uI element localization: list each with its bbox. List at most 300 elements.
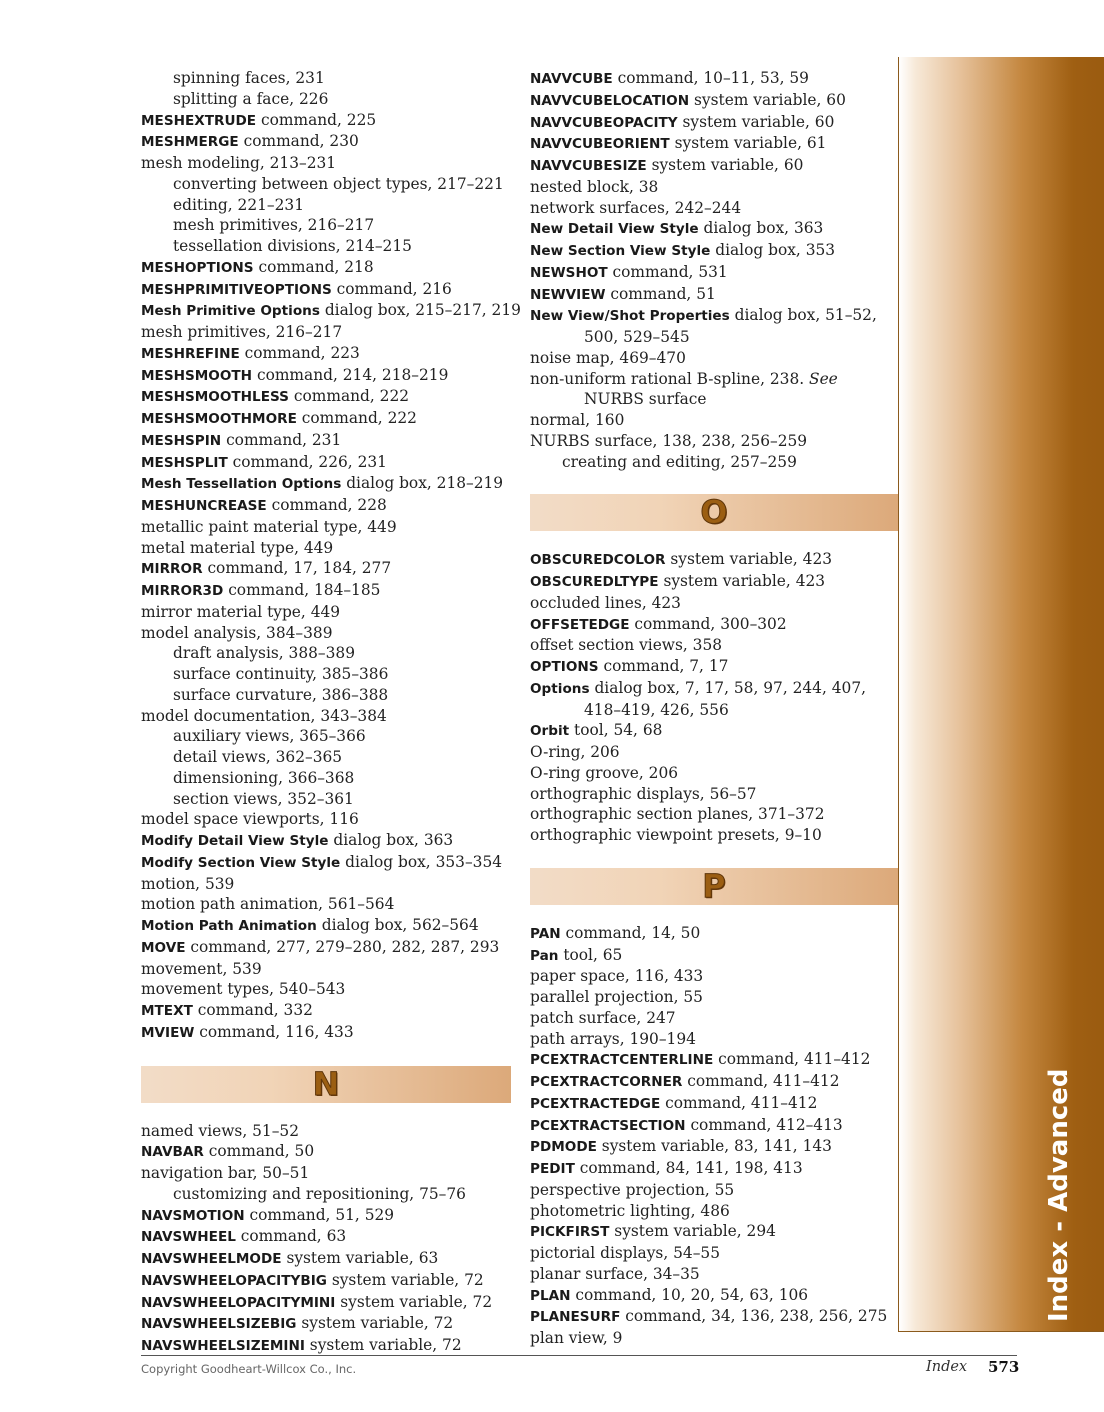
index-keyword: OPTIONS — [530, 659, 599, 675]
index-locator: system variable, 60 — [677, 112, 835, 131]
index-keyword: New Detail View Style — [530, 221, 699, 238]
index-term: auxiliary views — [173, 727, 290, 746]
index-locator: , 160 — [585, 411, 625, 429]
index-entry — [141, 1000, 511, 1022]
index-locator: command, 222 — [288, 387, 410, 406]
index-entry — [530, 305, 898, 348]
index-locator: system variable, 423 — [658, 572, 826, 590]
index-keyword: MESHUNCREASE — [141, 498, 267, 514]
index-keyword: MESHREFINE — [141, 345, 240, 362]
index-locator: , 75–76 — [409, 1184, 466, 1203]
index-locator: dialog box, 51–52, 500, 529–545 — [584, 306, 877, 346]
index-locator: , 9 — [602, 1329, 623, 1347]
index-term: orthographic section planes — [530, 805, 749, 824]
index-locator: , 469–470 — [609, 348, 686, 367]
index-locator: , 386–388 — [311, 685, 389, 704]
index-locator: dialog box, 7, 17, 58, 97, 244, 407, 418–419, 426, 556 — [584, 678, 867, 719]
index-keyword: MESHSPLIT — [141, 454, 228, 471]
index-term: NURBS surface — [530, 431, 653, 450]
index-locator: command, 214, 218–219 — [252, 365, 449, 384]
index-keyword: MOVE — [141, 939, 186, 956]
section-letter: P — [702, 866, 726, 905]
index-locator: command, 10, 20, 54, 63, 106 — [570, 1285, 809, 1304]
index-entry — [530, 155, 898, 177]
index-term: nested block — [530, 177, 629, 196]
index-locator: , 50–51 — [252, 1164, 310, 1182]
index-entry — [141, 300, 521, 322]
index-keyword: MESHSMOOTHMORE — [141, 411, 297, 427]
section-header-band — [530, 494, 898, 531]
index-keyword: NAVVCUBEORIENT — [530, 136, 670, 153]
index-entry — [530, 218, 898, 240]
index-term: section views — [173, 789, 278, 808]
index-keyword: Mesh Primitive Options — [141, 303, 320, 320]
index-entry — [141, 110, 511, 132]
index-locator: dialog box, 363 — [328, 831, 454, 849]
index-term: O-ring groove — [530, 763, 639, 782]
index-keyword: NAVVCUBELOCATION — [530, 92, 690, 109]
index-locator: , 358 — [682, 636, 723, 655]
index-locator: system variable, 294 — [609, 1222, 776, 1241]
index-locator: command, 222 — [296, 409, 417, 427]
index-entry — [530, 1285, 898, 1307]
index-subentry — [141, 215, 511, 236]
index-term: draft analysis — [173, 644, 279, 663]
index-entry — [141, 959, 511, 980]
index-locator: , 231 — [285, 69, 325, 87]
index-keyword: NAVVCUBESIZE — [530, 158, 647, 174]
index-term: planar surface — [530, 1264, 644, 1283]
index-term: metallic paint material type — [141, 517, 358, 536]
section-header-band — [141, 1066, 511, 1103]
index-subentry — [141, 664, 511, 685]
index-locator: , 51–52 — [242, 1121, 299, 1140]
index-locator: , 352–361 — [277, 789, 354, 808]
index-locator: , 540–543 — [269, 980, 346, 999]
index-keyword: MESHMERGE — [141, 134, 239, 151]
index-term: parallel projection — [530, 988, 674, 1006]
index-locator: command, 300–302 — [629, 614, 787, 633]
index-locator: , 116 — [319, 810, 359, 829]
index-term: mesh modeling — [141, 154, 260, 172]
index-term: movement — [141, 959, 223, 978]
index-locator: , 561–564 — [318, 895, 395, 914]
index-keyword: OFFSETEDGE — [530, 616, 630, 633]
index-term: non-uniform rational B-spline — [530, 369, 761, 388]
index-subentry — [141, 643, 511, 664]
index-entry — [141, 1292, 511, 1314]
index-term: perspective projection — [530, 1180, 705, 1199]
index-locator: system variable, 60 — [646, 156, 804, 174]
page-number: 573 — [988, 1358, 1020, 1376]
index-locator: , 449 — [294, 538, 334, 557]
index-subentry — [141, 174, 511, 195]
index-subentry — [141, 789, 511, 810]
index-locator: command, 50 — [203, 1142, 315, 1161]
index-entry — [530, 966, 898, 987]
index-entry — [530, 1029, 898, 1050]
index-subentry — [141, 236, 511, 257]
index-keyword: NAVSWHEELSIZEMINI — [141, 1338, 305, 1354]
index-entry — [530, 571, 898, 593]
index-entry — [530, 1008, 898, 1029]
index-entry — [141, 1226, 511, 1248]
index-locator: system variable, 60 — [689, 90, 846, 109]
index-entry — [530, 1201, 898, 1222]
index-term: converting between object types — [173, 174, 428, 193]
index-keyword: OBSCUREDCOLOR — [530, 552, 666, 569]
index-keyword: PCEXTRACTCORNER — [530, 1074, 683, 1090]
index-keyword: PDMODE — [530, 1139, 597, 1156]
index-entry — [530, 987, 898, 1008]
index-term: patch surface — [530, 1008, 637, 1027]
index-locator: command, 216 — [331, 279, 452, 298]
index-entry — [530, 923, 898, 945]
index-keyword: NAVVCUBE — [530, 71, 613, 87]
index-locator: , 366–368 — [278, 768, 355, 787]
index-locator: , 206 — [580, 743, 620, 761]
index-entry — [530, 804, 898, 825]
index-locator: , 213–231 — [259, 154, 337, 172]
index-keyword: OBSCUREDLTYPE — [530, 574, 659, 590]
index-locator: command, 411–412 — [713, 1050, 871, 1069]
index-term: model documentation — [141, 706, 311, 725]
index-locator: system variable, 423 — [665, 550, 833, 569]
index-locator: command, 531 — [607, 262, 728, 281]
index-locator: , 226 — [289, 89, 329, 108]
index-keyword: New Section View Style — [530, 243, 711, 259]
index-entry — [141, 365, 511, 387]
index-locator: system variable, 72 — [326, 1270, 484, 1289]
index-entry — [530, 1093, 898, 1115]
index-entry — [530, 177, 898, 198]
index-keyword: PLANESURF — [530, 1309, 621, 1326]
index-keyword: NAVBAR — [141, 1144, 204, 1161]
index-keyword: MESHSPIN — [141, 432, 222, 449]
index-subentry — [141, 1184, 511, 1205]
index-subentry — [530, 452, 898, 473]
index-locator: command, 84, 141, 198, 413 — [574, 1159, 803, 1177]
index-entry — [141, 580, 511, 602]
index-locator: command, 225 — [256, 110, 377, 129]
index-term: customizing and repositioning — [173, 1184, 410, 1203]
index-locator: dialog box, 353 — [710, 241, 836, 259]
index-term: tessellation divisions — [173, 237, 336, 255]
index-locator: , 371–372 — [748, 805, 825, 824]
index-keyword: NAVSWHEELOPACITYBIG — [141, 1272, 327, 1289]
index-entry — [141, 894, 511, 915]
index-term: model space viewports — [141, 810, 320, 829]
index-subentry — [141, 747, 511, 768]
index-entry — [141, 153, 511, 174]
index-entry — [141, 830, 511, 852]
index-subentry — [141, 685, 511, 706]
index-subentry — [141, 726, 511, 747]
index-keyword: Modify Detail View Style — [141, 833, 329, 849]
index-keyword: MESHOPTIONS — [141, 259, 254, 276]
index-term: dimensioning — [173, 768, 279, 787]
index-entry — [141, 1121, 511, 1142]
index-term: orthographic displays — [530, 784, 700, 803]
index-term: editing — [173, 195, 228, 214]
index-entry — [530, 593, 898, 614]
index-locator: command, 7, 17 — [598, 657, 729, 675]
index-entry — [530, 1264, 898, 1285]
index-locator: , 242–244 — [664, 198, 742, 217]
index-locator: dialog box, 562–564 — [316, 916, 479, 934]
index-entry — [141, 1205, 511, 1227]
index-locator: command, 34, 136, 238, 256, 275 — [620, 1307, 888, 1326]
see-target: NURBS surface — [584, 390, 707, 409]
index-term: paper space — [530, 967, 625, 986]
index-locator: , 9–10 — [774, 826, 822, 844]
section-letter: N — [312, 1064, 340, 1103]
index-keyword: MESHSMOOTHLESS — [141, 389, 289, 406]
index-entry — [141, 343, 511, 365]
index-locator: command, 223 — [239, 343, 360, 362]
index-keyword: Mesh Tessellation Options — [141, 476, 342, 493]
index-keyword: Motion Path Animation — [141, 918, 317, 934]
index-locator: command, 63 — [235, 1227, 347, 1246]
index-entry — [530, 284, 898, 306]
index-entry — [141, 915, 511, 937]
index-entry — [530, 614, 898, 636]
index-entry — [530, 1221, 898, 1243]
index-entry — [530, 763, 898, 784]
index-term: photometric lighting — [530, 1201, 691, 1220]
index-entry — [530, 656, 898, 678]
index-term: path arrays — [530, 1029, 620, 1048]
index-term: surface continuity — [173, 665, 313, 683]
index-locator: dialog box, 363 — [698, 219, 824, 238]
index-keyword: Modify Section View Style — [141, 854, 341, 871]
index-entry — [530, 1136, 898, 1158]
index-entry — [530, 90, 898, 112]
index-locator: command, 332 — [192, 1001, 313, 1019]
index-keyword: NAVSMOTION — [141, 1207, 245, 1224]
index-locator: system variable, 72 — [335, 1292, 493, 1311]
index-locator: command, 51 — [605, 284, 716, 303]
index-entry — [530, 348, 898, 369]
index-keyword: NEWSHOT — [530, 264, 608, 281]
index-locator: , 247 — [636, 1008, 676, 1027]
index-keyword: PCEXTRACTSECTION — [530, 1117, 686, 1134]
index-entry — [530, 240, 898, 262]
index-keyword: Pan — [530, 947, 559, 964]
footer-divider — [141, 1355, 1017, 1356]
index-locator: , 362–365 — [265, 748, 343, 766]
index-locator: command, 184–185 — [223, 581, 381, 599]
index-entry — [141, 979, 511, 1000]
index-subentry — [141, 68, 511, 89]
index-locator: , 486 — [690, 1201, 730, 1220]
index-entry — [530, 678, 898, 721]
index-term: pictorial displays — [530, 1244, 664, 1262]
index-locator: command, 51, 529 — [244, 1205, 395, 1224]
see-reference: See — [809, 369, 838, 388]
index-locator: system variable, 63 — [281, 1249, 439, 1267]
index-keyword: NEWVIEW — [530, 286, 606, 303]
index-term: plan view — [530, 1329, 603, 1347]
index-locator: command, 218 — [253, 257, 374, 276]
index-locator: command, 116, 433 — [194, 1022, 354, 1041]
index-entry — [141, 408, 511, 430]
index-locator: system variable, 72 — [296, 1314, 454, 1333]
index-locator: tool, 54, 68 — [569, 721, 663, 740]
index-entry — [141, 623, 511, 644]
index-term: orthographic viewpoint presets — [530, 826, 775, 844]
index-locator: command, 411–412 — [682, 1072, 840, 1090]
index-locator: , 217–221 — [427, 174, 504, 193]
index-entry — [141, 538, 511, 559]
index-entry — [141, 1313, 511, 1335]
index-entry — [530, 262, 898, 284]
copyright-notice: Copyright Goodheart-Willcox Co., Inc. — [141, 1362, 357, 1376]
index-subentry — [141, 195, 511, 216]
index-keyword: NAVSWHEEL — [141, 1229, 236, 1246]
index-locator: , 257–259 — [720, 452, 797, 471]
index-entry — [530, 1306, 898, 1328]
index-entry — [530, 112, 898, 134]
index-term: motion — [141, 874, 196, 893]
index-entry — [141, 874, 511, 895]
index-locator: , 214–215 — [335, 237, 412, 255]
index-term: mirror material type — [141, 602, 301, 621]
section-header-band — [530, 868, 898, 905]
index-entry — [141, 558, 511, 580]
index-term: normal — [530, 411, 586, 429]
index-locator: , 55 — [704, 1180, 735, 1199]
index-entry — [530, 1180, 898, 1201]
index-locator: , 449 — [300, 602, 341, 621]
index-entry — [530, 1115, 898, 1137]
index-entry — [141, 809, 511, 830]
index-keyword: MIRROR3D — [141, 583, 224, 599]
index-entry — [141, 602, 511, 623]
index-locator: , 423 — [641, 593, 681, 612]
index-locator: , 343–384 — [310, 706, 387, 725]
index-locator: command, 411–412 — [660, 1093, 818, 1112]
index-keyword: PEDIT — [530, 1161, 575, 1177]
index-locator: , 38 — [628, 177, 659, 196]
index-entry — [141, 1141, 511, 1163]
index-locator: command, 230 — [238, 132, 359, 151]
index-locator: , 221–231 — [227, 195, 304, 214]
index-column-right — [530, 68, 898, 1349]
index-subentry — [141, 768, 511, 789]
index-locator: , 54–55 — [663, 1244, 720, 1262]
index-locator: tool, 65 — [558, 945, 623, 964]
index-term: mesh primitives — [141, 323, 266, 341]
index-locator: system variable, 61 — [669, 134, 827, 153]
index-keyword: PCEXTRACTCENTERLINE — [530, 1052, 714, 1069]
index-keyword: NAVSWHEELOPACITYMINI — [141, 1294, 336, 1311]
index-locator: command, 14, 50 — [560, 923, 701, 942]
index-keyword: PICKFIRST — [530, 1224, 610, 1241]
index-locator: , 216–217 — [265, 323, 343, 341]
index-keyword: MVIEW — [141, 1024, 195, 1041]
index-keyword: Options — [530, 680, 590, 697]
index-term: model analysis — [141, 623, 257, 642]
index-locator: command, 412–413 — [685, 1115, 843, 1134]
index-keyword: New View/Shot Properties — [530, 308, 730, 325]
index-locator: , 539 — [195, 874, 235, 893]
index-entry — [530, 1049, 898, 1071]
index-entry — [141, 495, 511, 517]
index-entry — [530, 68, 898, 90]
index-entry — [141, 386, 511, 408]
index-locator: dialog box, 353–354 — [340, 852, 503, 871]
index-entry — [141, 1335, 511, 1357]
index-entry — [141, 279, 511, 301]
index-term: splitting a face — [173, 89, 290, 108]
index-term: occluded lines — [530, 593, 642, 612]
index-locator: , 190–194 — [619, 1029, 696, 1048]
index-keyword: MESHPRIMITIVEOPTIONS — [141, 281, 332, 298]
index-entry — [141, 430, 511, 452]
index-entry — [530, 825, 898, 846]
index-entry — [141, 937, 511, 959]
index-locator: , 388–389 — [278, 644, 355, 663]
index-locator: command, 277, 279–280, 282, 287, 293 — [185, 937, 500, 956]
index-entry — [530, 431, 898, 452]
index-keyword: PAN — [530, 925, 561, 942]
index-locator: , 216–217 — [297, 216, 375, 235]
index-term: named views — [141, 1121, 243, 1140]
index-entry — [141, 706, 511, 727]
index-entry — [530, 635, 898, 656]
index-entry — [141, 1022, 511, 1044]
index-entry — [530, 198, 898, 219]
index-locator: command, 10–11, 53, 59 — [612, 69, 809, 87]
index-term: detail views — [173, 748, 266, 766]
index-keyword: Orbit — [530, 723, 570, 740]
side-tab-label: Index - Advanced — [1044, 1068, 1074, 1322]
footer-section-name: Index — [926, 1359, 968, 1375]
index-locator: , 206 — [638, 763, 679, 782]
index-locator: , 238. — [760, 369, 810, 388]
index-locator: system variable, 72 — [304, 1336, 462, 1354]
index-entry — [530, 369, 898, 411]
index-locator: , 365–366 — [289, 727, 366, 746]
index-locator: dialog box, 215–217, 219 — [319, 301, 521, 320]
index-entry — [530, 1328, 898, 1349]
index-entry — [141, 473, 511, 495]
index-keyword: MESHEXTRUDE — [141, 112, 257, 129]
index-locator: , 449 — [357, 517, 397, 536]
index-locator: , 34–35 — [643, 1264, 700, 1283]
index-entry — [141, 452, 511, 474]
index-keyword: NAVSWHEELMODE — [141, 1251, 282, 1267]
index-subentry — [141, 89, 511, 110]
index-locator: , 138, 238, 256–259 — [652, 431, 808, 450]
index-locator: , 116, 433 — [624, 967, 704, 986]
index-entry — [530, 945, 898, 967]
index-entry — [141, 257, 511, 279]
index-locator: , 385–386 — [312, 665, 389, 683]
index-column-left — [141, 68, 521, 1357]
index-locator: , 539 — [222, 959, 262, 978]
index-keyword: NAVVCUBEOPACITY — [530, 114, 678, 131]
index-keyword: PLAN — [530, 1287, 571, 1304]
index-keyword: PCEXTRACTEDGE — [530, 1095, 661, 1112]
index-locator: , 55 — [673, 988, 703, 1006]
index-locator: command, 228 — [266, 496, 387, 514]
index-term: motion path animation — [141, 895, 319, 914]
index-term: O-ring — [530, 743, 581, 761]
index-entry — [530, 720, 898, 742]
index-entry — [141, 322, 511, 343]
